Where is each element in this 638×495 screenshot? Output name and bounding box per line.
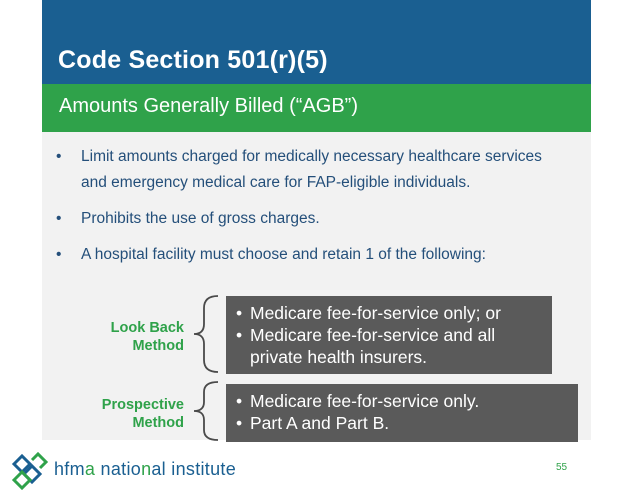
slide-title: Code Section 501(r)(5) — [58, 46, 328, 74]
left-brace-icon — [190, 294, 220, 374]
bullet-dot: • — [236, 325, 243, 345]
hfma-logo-icon — [10, 452, 50, 490]
method-item: • Part A and Part B. — [236, 413, 390, 433]
method-item: • Medicare fee-for-service only; or — [236, 303, 501, 323]
slide-subtitle: Amounts Generally Billed (“AGB”) — [59, 95, 358, 117]
bullet-dot: • — [236, 413, 243, 433]
bullet-dot: • — [56, 246, 62, 263]
footer-logo-text: hfma national institute — [54, 459, 237, 479]
bullet-dot: • — [56, 210, 62, 227]
page-number: 55 — [556, 462, 568, 473]
bullet-item: • Limit amounts charged for medically necessary healthcare services and emergency medical care for FAP-eligible individuals. — [56, 144, 571, 196]
look-back-method-box — [226, 296, 552, 374]
method-item: • Medicare fee-for-service only. — [236, 391, 480, 411]
look-back-method-label: Look Back Method — [110, 320, 184, 354]
bullet-dot: • — [236, 391, 243, 411]
prospective-method-label: Prospective Method — [101, 397, 184, 431]
bullet-item: • A hospital facility must choose and retain 1 of the following: — [56, 242, 571, 268]
bullet-list — [56, 144, 571, 278]
prospective-method-box — [226, 384, 578, 442]
method-item: • Medicare fee-for-service and all private health insurers. — [236, 325, 496, 367]
bullet-dot: • — [56, 148, 62, 165]
bullet-dot: • — [236, 303, 243, 323]
left-brace-icon — [190, 380, 220, 442]
bullet-item: • Prohibits the use of gross charges. — [56, 206, 571, 232]
